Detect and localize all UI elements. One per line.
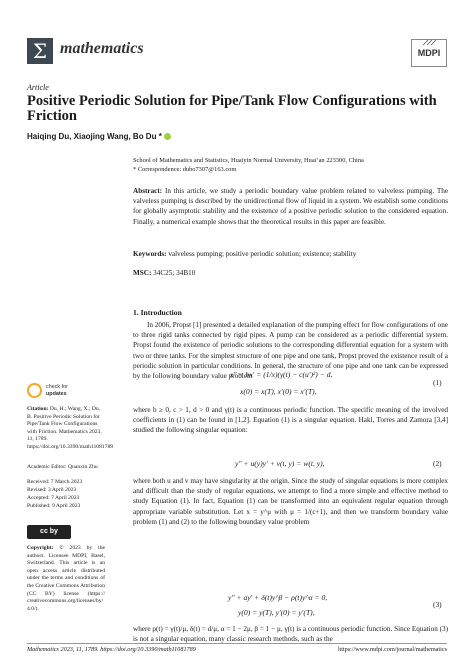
footer-citation[interactable]: Mathematics 2023, 11, 1789. https://doi.org/10.3390/math11081789: [27, 646, 196, 653]
equation-2-number: (2): [433, 459, 442, 468]
equation-1-line-1: x″ + bx′ = (1/x)(γ(t) − c(u′)²) − d,: [230, 370, 333, 379]
equation-3-line-2: y(0) = y(T), y′(0) = y′(T),: [238, 608, 315, 617]
section-heading: 1. Introduction: [133, 308, 182, 317]
paragraph-4: where ρ(t) = γ(t)/μ, δ(t) = d/μ, α = 1 − 2μ, β = 1 − μ, γ(t) is a continuous periodic function. Since Equation (3) is not a singular equation, many classic research methods, such as the: [133, 625, 448, 644]
affiliation: School of Mathematics and Statistics, Huaiyin Normal University, Huai’an 223300, China: [133, 157, 364, 164]
msc-codes: [133, 268, 448, 278]
keywords: [133, 249, 448, 259]
citation-block: [27, 406, 114, 452]
academic-editor: Academic Editor: Quanxin Zhu: [27, 464, 98, 470]
mdpi-logo[interactable]: [411, 39, 447, 67]
copyright-label: Copyright:: [27, 545, 54, 551]
mdpi-logo-mark: ⟋⟋⟋: [423, 40, 435, 47]
cc-by-license-icon[interactable]: [27, 525, 71, 539]
author-list: [27, 132, 171, 141]
article-type: Article: [27, 83, 49, 92]
paper-title: Positive Periodic Solution for Pipe/Tank Flow Configurations with Friction: [27, 93, 437, 124]
published-date: Published: 9 April 2023: [27, 503, 81, 509]
correspondence: * Correspondence: dubo7307@163.com: [133, 165, 237, 173]
footer-divider: [27, 643, 447, 644]
equation-3-number: (3): [433, 600, 442, 609]
check-updates-line-2: updates: [46, 390, 67, 397]
keywords-label: Keywords:: [133, 250, 167, 258]
copyright-text: © 2023 by the authors. Licensee MDPI, Basel, Switzerland. This article is an open access article distributed under the terms and conditions of the Creative Commons Attribution (CC BY) license (https:// creativecommons.org/licenses/by/ 4.0/).: [27, 545, 106, 612]
affiliation-block: [133, 157, 453, 174]
equation-3-line-1: y″ + ay′ + δ(t)y^β − ρ(t)y^α = 0,: [228, 593, 328, 602]
journal-logo-glyph: Σ: [32, 39, 48, 63]
cc-by-license-label: cc by: [40, 528, 58, 535]
author-names: Haiqing Du, Xiaojing Wang, Bo Du *: [27, 132, 162, 141]
abstract: [133, 186, 448, 227]
citation-label: Citation:: [27, 406, 49, 412]
check-updates-icon: [27, 383, 42, 398]
orcid-icon[interactable]: [164, 133, 171, 140]
check-for-updates[interactable]: [27, 383, 107, 399]
equation-1-number: (1): [433, 378, 442, 387]
revised-date: Revised: 3 April 2023: [27, 487, 77, 493]
check-updates-label: [46, 384, 68, 397]
journal-logo: [27, 38, 53, 64]
abstract-label: Abstract:: [133, 187, 163, 195]
footer-journal-url[interactable]: https://www.mdpi.com/journal/mathematics: [338, 646, 447, 653]
accepted-date: Accepted: 7 April 2023: [27, 495, 80, 501]
equation-2: y″ + u(y)y′ + v(t, y) = w(t, y),: [235, 459, 325, 468]
paragraph-3: where both u and v may have singularity at the origin. Since the study of singular equations is more complex and difficult than the study of regular equations, we attempt to find a more simple and effective method to study Equation (1). In fact, Equation (1) can be transformed into an equivalent regular equation through appropriate variable substitution. Let x = y^μ with μ = 1/(c+1), and then we transform boundary value problem (1) and (2) to the following boundary value problem: [133, 477, 448, 526]
msc-label: MSC:: [133, 269, 152, 277]
abstract-text: In this article, we study a periodic boundary value problem related to valveless pumping. The valveless pumping is described by the unidirectional flow of liquid in a system. We establish some conditions for globally asymptotic stability and the existence of a positive periodic solution to the considered equation. Finally, a numerical example shows that the theoretical results in this paper are feasible.: [133, 187, 449, 226]
citation-text: Du, H.; Wang, X.; Du, B. Positive Periodic Solution for Pipe/Tank Flow Configurations with Friction. Mathematics 2023, 11, 1789. https://doi.org/10.3390/math11081789: [27, 406, 114, 450]
keywords-text: valveless pumping; positive periodic solution; existence; stability: [168, 250, 357, 258]
equation-1-line-2: x(0) = x(T), x′(0) = x′(T),: [240, 387, 317, 396]
paragraph-2: where b ≥ 0, c > 1, d > 0 and γ(t) is a continuous periodic function. The specific meaning of the involved coefficients in (1) can be found in [1,2]. Equation (1) is a singular equation. Hakl, Torres and Zamora [3,4] studied the following singular equation:: [133, 406, 448, 435]
mdpi-logo-text: MDPI: [417, 48, 441, 58]
intro-paragraph-1: In 2006, Propst [1] presented a detailed explanation of the pumping effect for flow configurations of one to three rigid tanks connected by rigid pipes. A pump can be considered as a periodic differential system. Propst found the existence of periodic solutions to the corresponding differential equation for a system with two or three tanks. For the simplest structure of one pipe and one tank, Propst proved the existence result of a periodic solution in particular conditions. In general, the structure of one pipe and one tank can be expressed by the following boundary value problem: [133, 321, 448, 381]
check-updates-line-1: check for: [46, 384, 68, 390]
copyright-block: [27, 545, 105, 613]
received-date: Received: 7 March 2023: [27, 479, 83, 485]
journal-name: mathematics: [60, 40, 144, 57]
msc-text: 34C25; 34B10: [153, 269, 196, 277]
